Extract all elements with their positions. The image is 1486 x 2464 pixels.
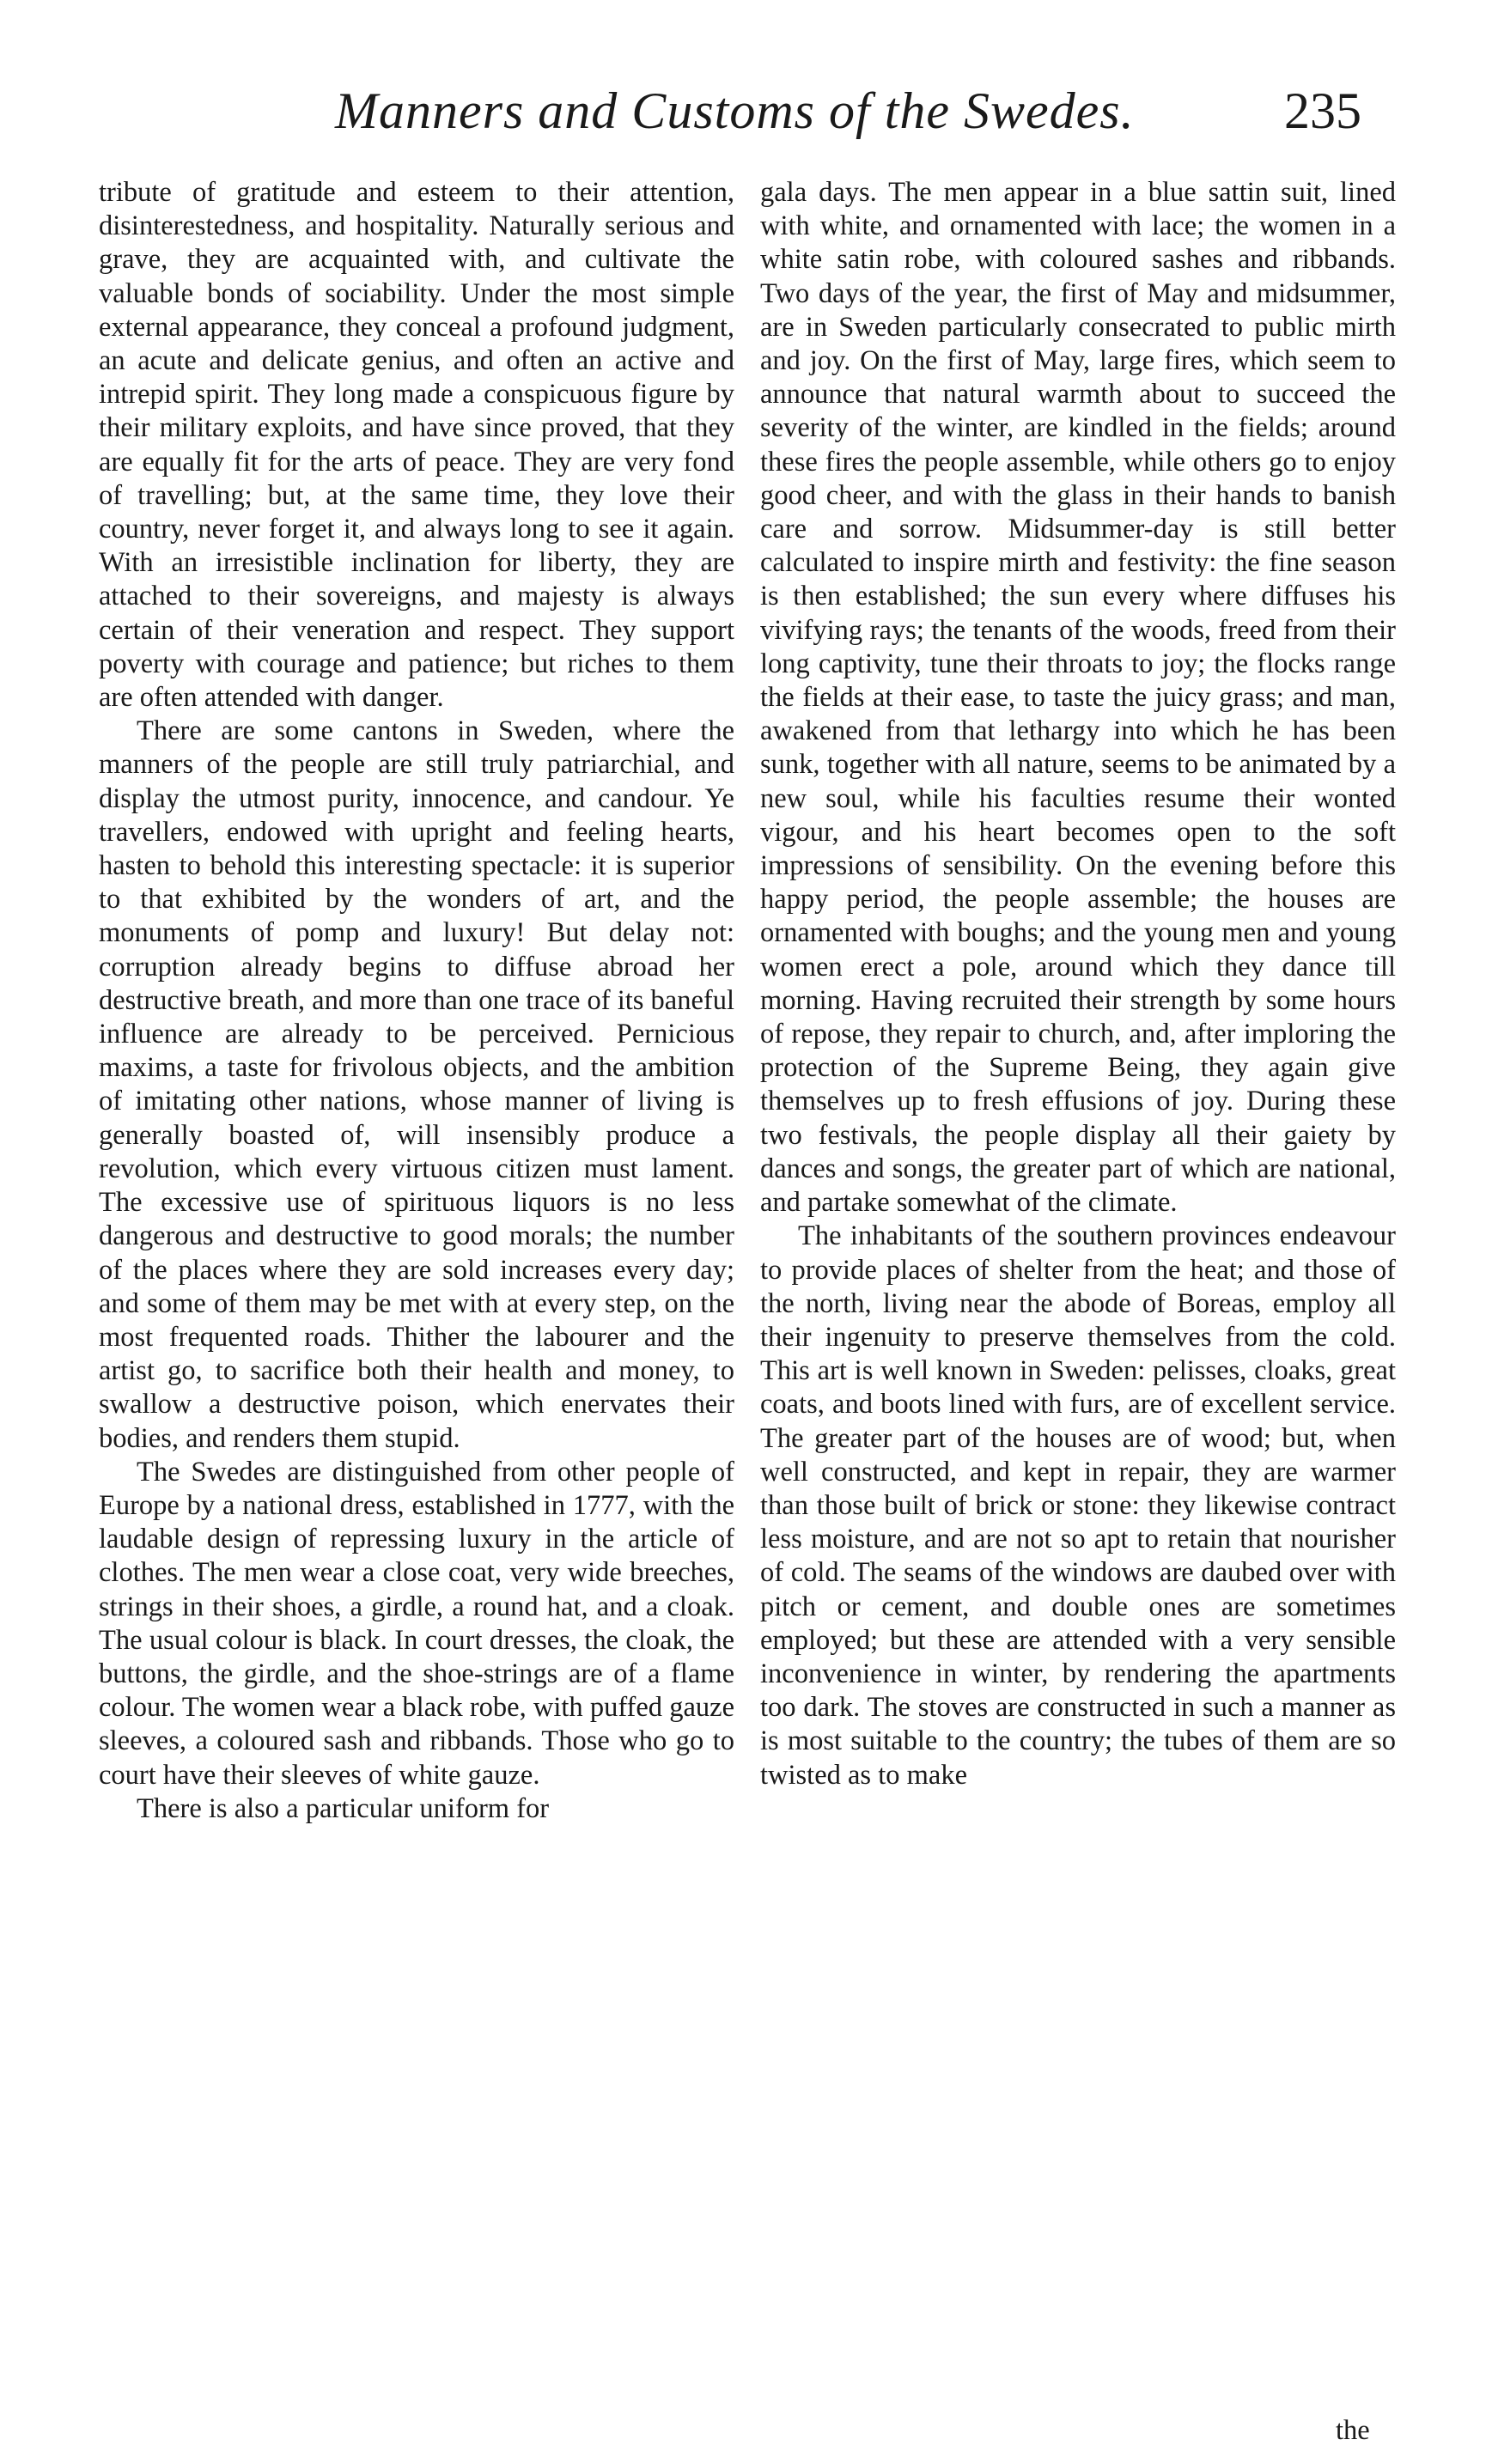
paragraph: gala days. The men appear in a blue sattin suit, lined with white, and ornamented with lace; the women in a white satin robe, with coloured sashes and ribbands. Two days of the year, the first of May and midsummer, are in Sweden particularly consecrated to public mirth and joy. On the first of May, large fires, which seem to announce that natural warmth about to succeed the severity of the winter, are kindled in the fields; around these fires the people assemble, while others go to enjoy good cheer, and with the glass in their hands to banish care and sorrow. Midsummer-day is still better calculated to inspire mirth and festivity: the fine season is then established; the sun every where diffuses his vivifying rays; the tenants of the woods, freed from their long captivity, tune their throats to joy; the flocks range the fields at their ease, to taste the juicy grass; and man, awakened from that lethargy into which he has been sunk, together with all nature, seems to be animated by a new soul, while his faculties resume their wonted vigour, and his heart becomes open to the soft impressions of sensibility. On the evening before this happy period, the people assemble; the houses are ornamented with boughs; and the young men and young women erect a pole, around which they dance till morning. Having recruited their strength by some hours of repose, they repair to church, and, after imploring the protection of the Supreme Being, they again give themselves up to fresh effusions of joy. During these two festivals, the people display all their gaiety by dances and songs, the greater part of which are national, and partake somewhat of the climate. [760, 177, 1396, 1219]
paragraph: The Swedes are distinguished from other people of Europe by a national dress, established in 1777, with the laudable design of repressing luxury in the article of clothes. The men wear a close coat, very wide breeches, strings in their shoes, a girdle, a round hat, and a cloak. The usual colour is black. In court dresses, the cloak, the buttons, the girdle, and the shoe-strings are of a flame colour. The women wear a black robe, with puffed gauze sleeves, a coloured sash and ribbands. Those who go to court have their sleeves of white gauze. [99, 1456, 734, 1791]
page-header [0, 82, 1486, 159]
running-title: Manners and Customs of the Swedes. [335, 82, 1135, 139]
catchword: the [1336, 2415, 1370, 2446]
right-column [760, 176, 1396, 1792]
left-column [99, 176, 734, 1826]
paragraph: There are some cantons in Sweden, where the manners of the people are still truly patriarchial, and display the utmost purity, innocence, and candour. Ye travellers, endowed with upright and feeling hearts, hasten to behold this interesting spectacle: it is superior to that exhibited by the wonders of art, and the monuments of pomp and luxury! But delay not: corruption already begins to diffuse abroad her destructive breath, and more than one trace of its baneful influence are already to be perceived. Pernicious maxims, a taste for frivolous objects, and the ambition of imitating other nations, whose manner of living is generally boasted of, will insensibly produce a revolution, which every virtuous citizen must lament. The excessive use of spirituous liquors is no less dangerous and destructive to good morals; the number of the places where they are sold increases every day; and some of them may be met with at every step, on the most frequented roads. Thither the labourer and the artist go, to sacrifice both their health and money, to swallow a destructive poison, which enervates their bodies, and renders them stupid. [99, 715, 734, 1454]
page-number: 235 [1284, 82, 1361, 139]
paragraph: There is also a particular uniform for [137, 1792, 550, 1824]
paragraph: tribute of gratitude and esteem to their attention, disinterestedness, and hospitality. Naturally serious and grave, they are acquainted with, and cultivate the valuable bonds of sociability. Under the most simple external appearance, they conceal a profound judgment, an acute and delicate genius, and often an active and intrepid spirit. They long made a conspicuous figure by their military exploits, and have since proved, that they are equally fit for the arts of peace. They are very fond of travelling; but, at the same time, they love their country, never forget it, and always long to see it again. With an irresistible inclination for liberty, they are attached to their sovereigns, and majesty is always certain of their veneration and respect. They support poverty with courage and patience; but riches to them are often attended with danger. [99, 177, 734, 714]
paragraph: The inhabitants of the southern provinces endeavour to provide places of shelter from the heat; and those of the north, living near the abode of Boreas, employ all their ingenuity to preserve themselves from the cold. This art is well known in Sweden: pelisses, cloaks, great coats, and boots lined with furs, are of excellent service. The greater part of the houses are of wood; but, when well constructed, and kept in repair, they are warmer than those built of brick or stone: they likewise contract less moisture, and are not so apt to retain that nourisher of cold. The seams of the windows are daubed over with pitch or cement, and double ones are sometimes employed; but these are attended with a very sensible inconvenience in winter, by rendering the apartments too dark. The stoves are constructed in such a manner as is most suitable to the country; the tubes of them are so twisted as to make [760, 1220, 1396, 1791]
